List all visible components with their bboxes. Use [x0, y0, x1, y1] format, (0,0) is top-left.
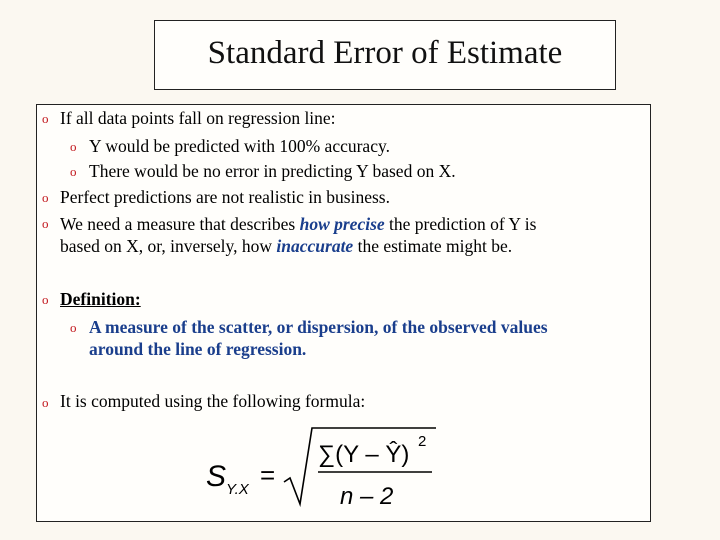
emphasis-inaccurate: inaccurate — [276, 236, 354, 256]
definition-label — [60, 288, 141, 310]
bullet-3-text-b: the prediction of Y is — [384, 214, 537, 234]
bullet-marker: o — [42, 292, 49, 307]
bullet-marker: o — [70, 139, 77, 154]
bullet-1: If all data points fall on regression line: — [60, 108, 336, 128]
definition-line-2: around the line of regression. — [89, 339, 307, 359]
definition-line-1: A measure of the scatter, or dispersion, of the observed values — [89, 317, 548, 337]
slide-title: Standard Error of Estimate — [207, 34, 563, 71]
formula-subscript: Y.X — [226, 481, 249, 498]
bullet-marker: o — [42, 190, 49, 205]
bullet-marker: o — [42, 111, 49, 126]
formula-denominator: n – 2 — [340, 483, 394, 510]
standard-error-formula — [200, 420, 440, 520]
bullet-3-line-1 — [60, 213, 536, 235]
bullet-marker: o — [70, 320, 77, 335]
bullet-2: Perfect predictions are not realistic in business. — [60, 187, 390, 207]
bullet-1-sub-2: There would be no error in predicting Y based on X. — [89, 161, 456, 181]
bullet-3-text-c: based on X, or, inversely, how — [60, 236, 277, 256]
bullet-5: It is computed using the following formula: — [60, 391, 366, 411]
formula-numerator: ∑(Y – Ŷ) — [318, 441, 410, 468]
bullet-marker: o — [70, 164, 77, 179]
bullet-3-line-2 — [60, 235, 512, 257]
bullet-3-text-d: the estimate might be. — [353, 236, 513, 256]
bullet-3-text-a: We need a measure that describes — [60, 214, 300, 234]
emphasis-how-precise: how precise — [299, 214, 385, 234]
title-box — [154, 20, 616, 90]
bullet-marker: o — [42, 216, 49, 231]
formula-exponent: 2 — [418, 433, 427, 450]
formula-equals: = — [260, 460, 276, 490]
definition-heading: Definition: — [60, 289, 141, 309]
formula-s: S — [206, 460, 227, 493]
bullet-marker: o — [42, 395, 49, 410]
bullet-1-sub-1: Y would be predicted with 100% accuracy. — [89, 136, 390, 156]
